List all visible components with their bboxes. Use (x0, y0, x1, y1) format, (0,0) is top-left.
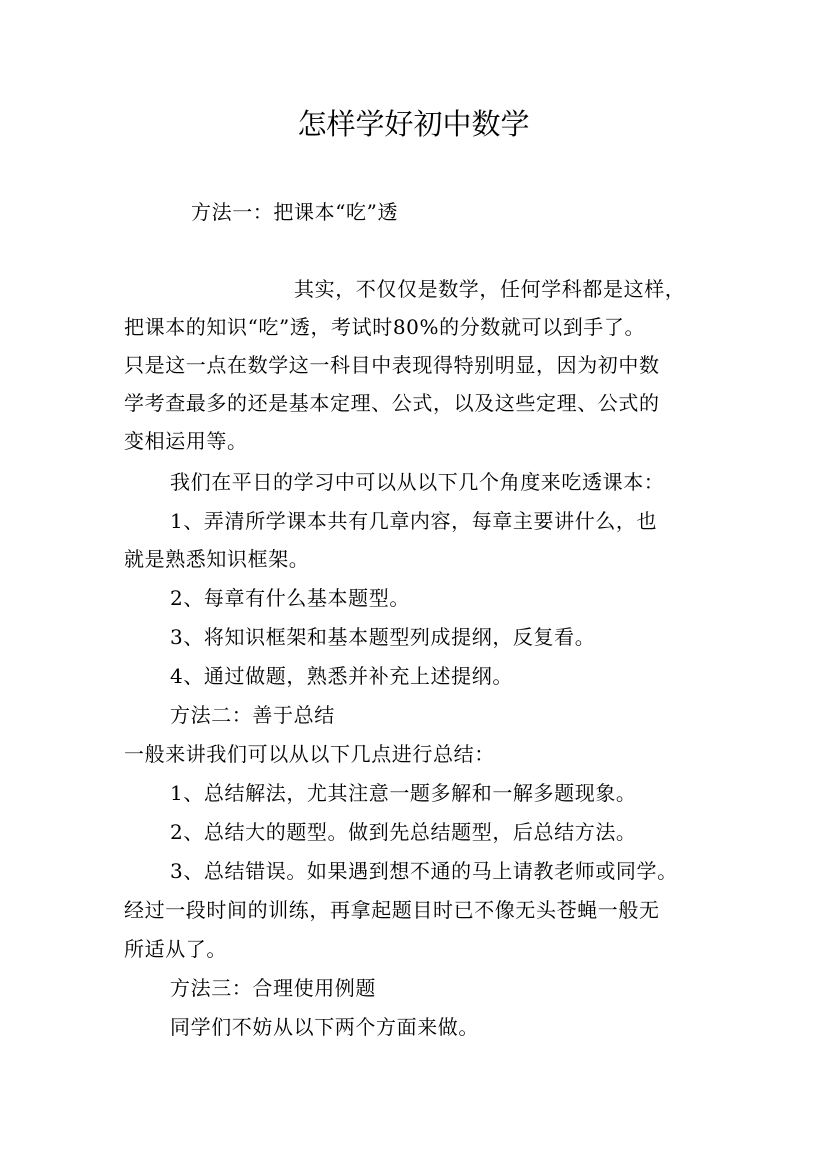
paragraph-line: 我们在平日的学习中可以从以下几个角度来吃透课本： (170, 470, 665, 494)
paragraph-line: 其实，不仅仅是数学，任何学科都是这样， (294, 277, 686, 301)
method-three-heading: 方法三：合理使用例题 (170, 976, 376, 1000)
list-item-line: 1、弄清所学课本共有几章内容，每章主要讲什么，也 (170, 509, 658, 533)
list-item-line: 2、每章有什么基本题型。 (170, 586, 410, 610)
paragraph-line: 同学们不妨从以下两个方面来做。 (170, 1015, 479, 1039)
list-item-line: 3、将知识框架和基本题型列成提纲，反复看。 (170, 625, 596, 649)
paragraph-line: 一般来讲我们可以从以下几点进行总结： (124, 742, 495, 766)
paragraph-line: 所适从了。 (124, 937, 227, 961)
list-item-line: 4、通过做题，熟悉并补充上述提纲。 (170, 664, 513, 688)
paragraph-line: 变相运用等。 (124, 429, 248, 453)
paragraph-line: 经过一段时间的训练，再拿起题目时已不像无头苍蝇一般无 (124, 898, 660, 922)
list-item-line: 2、总结大的题型。做到先总结题型，后总结方法。 (170, 820, 637, 844)
paragraph-line: 只是这一点在数学这一科目中表现得特别明显，因为初中数 (124, 353, 660, 377)
paragraph-line: 把课本的知识“吃”透，考试时80%的分数就可以到手了。 (124, 315, 646, 339)
list-item-line: 1、总结解法，尤其注意一题多解和一解多题现象。 (170, 781, 637, 805)
method-one-heading: 方法一：把课本“吃”透 (191, 200, 399, 224)
document-title: 怎样学好初中数学 (297, 107, 530, 141)
method-two-heading: 方法二：善于总结 (170, 703, 335, 727)
paragraph-line: 学考查最多的还是基本定理、公式，以及这些定理、公式的 (124, 391, 660, 415)
list-item-line: 3、总结错误。如果遇到想不通的马上请教老师或同学。 (170, 859, 678, 883)
list-item-line: 就是熟悉知识框架。 (124, 547, 310, 571)
